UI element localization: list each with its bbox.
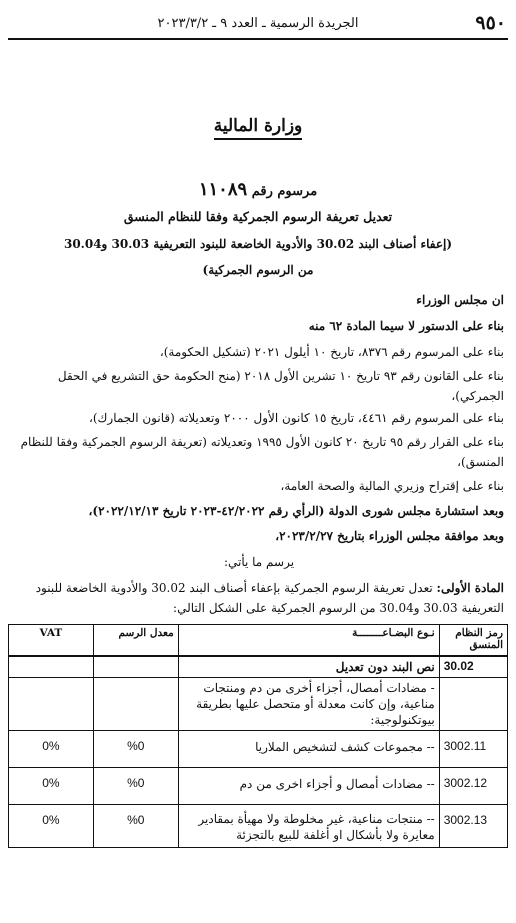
row-code: 3002.12 — [439, 768, 507, 805]
header-rule — [8, 38, 508, 40]
row-vat — [9, 678, 94, 731]
row-description: -- منتجات مناعية، غير مخلوطة ولا مهيأة بمقادير معايرة ولا بأشكال او أغلفة للبيع بالتجزئة — [178, 805, 439, 848]
ministry-title — [0, 116, 516, 136]
decree-heading — [0, 179, 516, 200]
preamble-proposal: بناء على إقتراح وزيري المالية والصحة العامة، — [280, 479, 504, 493]
row-description: -- مجموعات كشف لتشخيص الملاريا — [178, 731, 439, 768]
table-row — [9, 805, 508, 848]
decree-subject: تعديل تعريفة الرسوم الجمركية وفقا للنظام المنسق — [123, 209, 393, 224]
row-rate: %0 — [93, 731, 178, 768]
decree-number: ١١٠٨٩ — [198, 179, 248, 200]
row-description: نص البند دون تعديل — [178, 656, 439, 678]
header-vat: VAT — [9, 625, 94, 657]
row-vat: 0% — [9, 768, 94, 805]
table-header-row — [9, 625, 508, 657]
decree-scope-line1: (إعفاء أصناف البند 30.02 والأدوية الخاضعة للبنود التعريفية 30.03 و30.04 — [63, 237, 453, 251]
article-one — [14, 578, 504, 618]
row-vat: 0% — [9, 805, 94, 848]
row-rate — [93, 678, 178, 731]
article-one-label: المادة الأولى: — [436, 581, 504, 595]
journal-title: الجريدة الرسمية ـ العدد ٩ ـ ٢٠٢٣/٣/٢ — [157, 16, 359, 31]
preamble-approval: وبعد موافقة مجلس الوزراء بتاريخ ٢٠٢٣/٢/٢٧، — [275, 529, 504, 543]
issuer-line: ان مجلس الوزراء — [416, 293, 504, 307]
preamble-tariff-decision: بناء على القرار رقم ٩٥ تاريخ ٢٠ كانون الأول ١٩٩٥ وتعديلاته (تعريفة الرسوم الجمركية وفقا للنظام المنسق)، — [20, 435, 504, 469]
row-rate: %0 — [93, 805, 178, 848]
ministry-name: وزارة المالية — [214, 116, 303, 140]
constitution-line: بناء على الدستور لا سيما المادة ٦٢ منه — [308, 319, 504, 333]
article-one-text: تعدل تعريفة الرسوم الجمركية بإعفاء أصناف البند 30.02 والأدوية الخاضعة للبنود التعريفية 30.03 و30.04 من الرسوم الجمركية على الشكل التالي: — [35, 581, 504, 615]
preamble-council-opinion: وبعد استشارة مجلس شورى الدولة (الرأي رقم ٤٢/٢٠٢٢-٢٠٢٣ تاريخ ٢٠٢٢/١٢/١٣)، — [88, 504, 504, 518]
table-row — [9, 678, 508, 731]
preamble-customs-law: بناء على المرسوم رقم ٤٤٦١، تاريخ ١٥ كانون الأول ٢٠٠٠ وتعديلاته (قانون الجمارك)، — [88, 411, 504, 425]
header-description: نـوع البضـاعــــــــة — [178, 625, 439, 657]
row-vat — [9, 656, 94, 678]
header-code: رمز النظام المنسق — [439, 625, 507, 657]
tariff-table — [8, 624, 508, 848]
row-code: 3002.11 — [439, 731, 507, 768]
decree-prefix: مرسوم رقم — [251, 184, 318, 199]
preamble-law: بناء على القانون رقم ٩٣ تاريخ ١٠ تشرين الأول ٢٠١٨ (منح الحكومة حق التشريع في الحقل الجمركي)، — [57, 369, 504, 403]
row-vat: 0% — [9, 731, 94, 768]
table-row — [9, 731, 508, 768]
header-rate: معدل الرسم — [93, 625, 178, 657]
row-description: - مضادات أمصال، أجزاء أخرى من دم ومنتجات مناعية، وإن كانت معدلة أو متحصل عليها بطريقة بيوتكنولوجية: — [178, 678, 439, 731]
preamble-govt: بناء على المرسوم رقم ٨٣٧٦، تاريخ ١٠ أيلول ٢٠٢١ (تشكيل الحكومة)، — [159, 345, 504, 359]
decrees-line: يرسم ما يأتي: — [223, 555, 295, 569]
decree-scope-line2: من الرسوم الجمركية) — [202, 263, 314, 277]
table-row — [9, 656, 508, 678]
row-rate: %0 — [93, 768, 178, 805]
page-number: ٩٥٠ — [475, 12, 506, 34]
row-description: -- مضادات أمصال و أجزاء اخرى من دم — [178, 768, 439, 805]
row-code — [439, 678, 507, 731]
table-row — [9, 768, 508, 805]
row-code: 3002.13 — [439, 805, 507, 848]
row-code: 30.02 — [439, 656, 507, 678]
row-rate — [93, 656, 178, 678]
